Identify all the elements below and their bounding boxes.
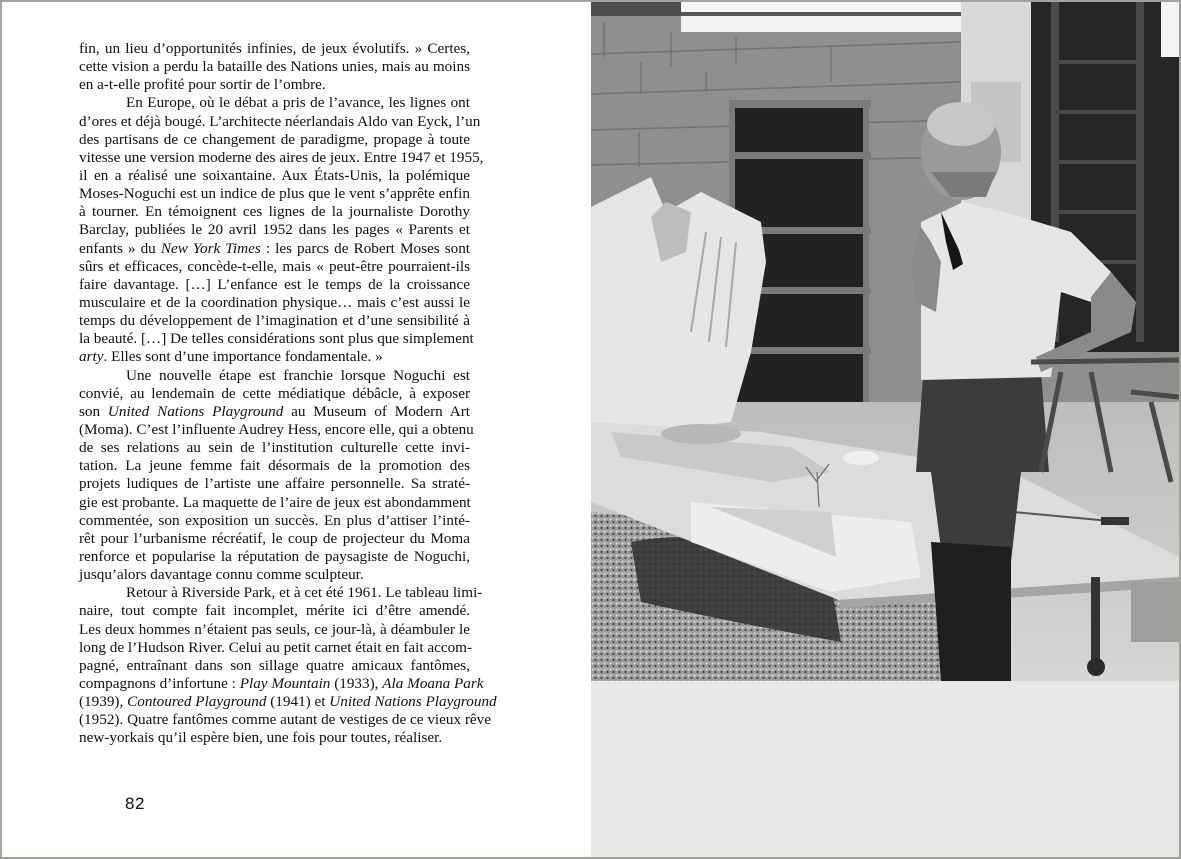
text-run: : les parcs de Robert Moses sont	[260, 239, 471, 257]
text-run: Retour à Riverside Park, et à cet été 1961. Le tableau limi-	[126, 584, 483, 602]
page-number: 82	[125, 794, 145, 813]
text-line	[79, 674, 484, 693]
text-run: la beauté. […] De telles considérations sont plus que simplement	[79, 330, 474, 348]
italic-title: Contoured Playground	[127, 693, 267, 711]
text-line	[79, 203, 470, 221]
text-line	[79, 258, 470, 276]
text-line	[79, 348, 470, 366]
text-line	[79, 58, 470, 76]
text-run: au Museum of Modern Art	[283, 402, 470, 420]
text-run: (1941) et	[266, 693, 330, 711]
text-line	[79, 638, 473, 657]
text-run: Moses-Noguchi est un indice de plus que le vent s’apprête enfin	[79, 185, 470, 203]
right-page	[591, 2, 1179, 857]
text-run: projets ludiques de l’artiste une affaire personnelle. Sa straté-	[79, 475, 470, 493]
text-line	[79, 112, 481, 131]
text-run: Les deux hommes n’étaient pas seuls, ce jour-là, à déambuler le	[79, 620, 470, 638]
text-run: pagné, entraînant dans son sillage quatre amicaux fantômes,	[79, 656, 470, 674]
text-line	[79, 312, 470, 330]
text-line	[79, 385, 470, 403]
text-line	[79, 148, 484, 167]
text-run: En Europe, où le débat a pris de l’avance, les lignes ont	[126, 94, 470, 112]
text-run: gie est probante. La maquette de l’aire de jeux est abondamment	[79, 493, 471, 511]
text-line	[79, 294, 470, 312]
text-line	[79, 657, 470, 675]
book-spread	[2, 2, 1179, 857]
left-page	[2, 2, 591, 857]
text-run: musculaire et de la coordination physique… mais c’est aussi le	[79, 293, 470, 311]
text-line	[79, 439, 470, 457]
text-run: Barclay, publiées le 20 avril 1952 dans les pages « Parents et	[79, 221, 470, 239]
text-line	[79, 403, 470, 421]
text-line	[79, 729, 470, 747]
text-run: long de l’Hudson River. Celui au petit carnet était en fait accom-	[79, 638, 473, 656]
text-run: new-yorkais qu’il espère bien, une fois pour toutes, réaliser.	[79, 729, 443, 747]
italic-title: Play Mountain	[239, 674, 331, 692]
text-run: compagnons d’infortune :	[79, 674, 240, 692]
text-line	[79, 693, 497, 711]
text-run: cette vision a perdu la bataille des Nations unies, mais au moins	[79, 58, 470, 76]
italic-title: United Nations Playground	[329, 693, 497, 711]
text-line	[79, 276, 470, 294]
text-run: rêt pour l’urbanisme récréatif, le coup de projecteur du Moma	[79, 529, 470, 547]
text-run: (1952). Quatre fantômes comme autant de vestiges de ce vieux rêve	[79, 711, 492, 729]
body-text	[79, 40, 497, 747]
text-run: (1933),	[330, 674, 383, 692]
text-line	[79, 94, 470, 112]
text-line	[79, 185, 470, 203]
text-line	[79, 566, 470, 584]
text-line	[79, 240, 470, 258]
text-line	[79, 367, 470, 385]
text-line	[79, 494, 470, 512]
text-line	[79, 602, 470, 620]
text-run: vitesse une version moderne des aires de jeux. Entre 1947 et 1955,	[79, 148, 484, 166]
text-run: son	[79, 402, 108, 420]
text-run: Une nouvelle étape est franchie lorsque Noguchi est	[126, 366, 470, 384]
italic-title: United Nations Playground	[107, 402, 284, 420]
text-run: (Moma). C’est l’influente Audrey Hess, encore elle, qui a obtenu	[79, 420, 474, 438]
text-run: . Elles sont d’une importance fondamentale. »	[103, 348, 383, 366]
text-line	[79, 457, 470, 475]
text-line	[79, 475, 470, 493]
text-run: jusqu’alors davantage connu comme sculpteur.	[79, 566, 364, 584]
text-run: temps du développement de l’imagination et d’une sensibilité à	[79, 312, 470, 330]
italic-title: New York Times	[160, 239, 261, 257]
text-line	[79, 512, 470, 530]
text-run: (1939),	[79, 693, 128, 711]
text-line	[79, 711, 492, 729]
text-line	[79, 167, 470, 185]
text-run: à tourner. En témoignent ces lignes de la journaliste Dorothy	[79, 203, 470, 221]
text-run: commentée, son exposition un succès. En plus d’attiser l’inté-	[79, 511, 470, 529]
italic-title: Ala Moana Park	[382, 674, 484, 692]
text-run: de ses relations au sein de l’institution culturelle cette invi-	[79, 439, 470, 457]
text-line	[79, 40, 470, 58]
text-line	[79, 330, 474, 348]
photo-illustration	[591, 2, 1179, 681]
text-run: en a-t-elle profité pour sortir de l’ombre.	[79, 76, 326, 94]
text-run: d’ores et déjà bougé. L’architecte néerlandais Aldo van Eyck, l’un	[79, 112, 481, 130]
text-line	[79, 131, 470, 149]
text-run: convié, au lendemain de cette médiatique débâcle, à exposer	[79, 384, 470, 402]
text-run: il en a réalisé une soixantaine. Aux États-Unis, la polémique	[79, 166, 470, 184]
text-run: naire, tout compte fait incomplet, mérite ici d’être amendé.	[79, 602, 470, 620]
text-run: tation. La jeune femme fait désormais de la promotion des	[79, 457, 470, 475]
text-run: renforce et popularise la réputation de paysagiste de Noguchi,	[79, 547, 470, 565]
text-run: fin, un lieu d’opportunités infinies, de jeux évolutifs. » Certes,	[79, 40, 470, 57]
text-line	[79, 584, 483, 602]
text-run: sûrs et efficaces, concède-t-elle, mais « peut-être pourraient-ils	[79, 257, 470, 275]
text-run: faire davantage. […] L’enfance est le temps de la croissance	[79, 275, 470, 293]
text-line	[79, 76, 470, 94]
text-run: enfants » du	[79, 239, 161, 257]
text-line	[79, 530, 470, 548]
text-line	[79, 548, 470, 566]
text-line	[79, 621, 470, 639]
text-run: des partisans de ce changement de paradigme, propage à toute	[79, 130, 470, 148]
italic-title: arty	[79, 348, 104, 366]
studio-photograph	[591, 2, 1179, 681]
text-line	[79, 221, 470, 239]
text-line	[79, 420, 474, 439]
